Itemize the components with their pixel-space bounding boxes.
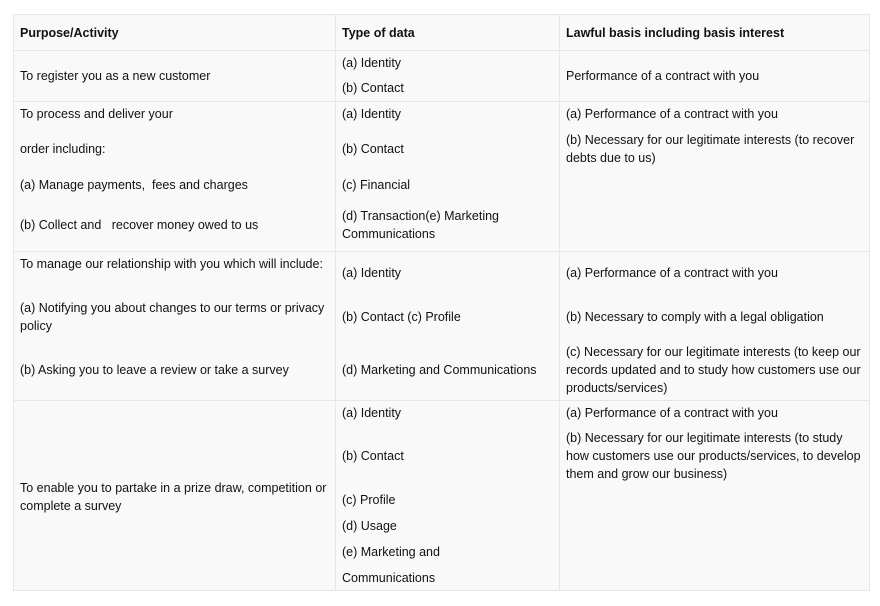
data-type-text: (a) Identity bbox=[342, 406, 402, 420]
purpose-cell bbox=[14, 102, 336, 251]
data-type-text: (b) Contact bbox=[342, 142, 404, 156]
table-row bbox=[14, 252, 869, 401]
header-cell-data-type bbox=[336, 15, 560, 50]
purpose-text: (a) Notifying you about changes to our terms or privacy policy bbox=[20, 301, 325, 333]
lawful-basis-table bbox=[13, 14, 870, 591]
header-cell-lawful-basis bbox=[560, 15, 869, 50]
purpose-cell bbox=[14, 51, 336, 101]
data-type-text: (e) Marketing and bbox=[342, 545, 440, 559]
lawful-basis-cell bbox=[560, 401, 869, 590]
purpose-cell bbox=[14, 401, 336, 590]
purpose-text: To manage our relationship with you which will include: bbox=[20, 257, 323, 271]
data-type-text: (b) Contact bbox=[342, 449, 404, 463]
header-purpose: Purpose/Activity bbox=[20, 26, 119, 40]
data-type-text: (a) Identity bbox=[342, 56, 402, 70]
lawful-basis-cell bbox=[560, 51, 869, 101]
data-type-text: (d) Transaction(e) Marketing Communications bbox=[342, 209, 500, 241]
header-cell-purpose bbox=[14, 15, 336, 50]
data-type-cell bbox=[336, 51, 560, 101]
purpose-text: (b) Collect and recover money owed to us bbox=[20, 218, 259, 232]
purpose-text: (b) Asking you to leave a review or take a survey bbox=[20, 363, 289, 377]
lawful-basis-text: (b) Necessary to comply with a legal obligation bbox=[566, 310, 824, 324]
lawful-basis-text: (a) Performance of a contract with you bbox=[566, 107, 778, 121]
purpose-text: order including: bbox=[20, 142, 106, 156]
table-row bbox=[14, 401, 869, 590]
data-type-text: (a) Identity bbox=[342, 107, 402, 121]
purpose-text: To enable you to partake in a prize draw, competition or complete a survey bbox=[20, 481, 327, 513]
purpose-text: To register you as a new customer bbox=[20, 69, 211, 83]
data-type-cell bbox=[336, 252, 560, 400]
header-data-type: Type of data bbox=[342, 26, 415, 40]
lawful-basis-text: (c) Necessary for our legitimate interests (to keep our records updated and to study how customers use our products/services) bbox=[566, 345, 861, 395]
lawful-basis-cell bbox=[560, 252, 869, 400]
data-type-text: (c) Profile bbox=[342, 493, 396, 507]
purpose-cell bbox=[14, 252, 336, 400]
table-row bbox=[14, 51, 869, 102]
lawful-basis-cell bbox=[560, 102, 869, 251]
data-type-cell bbox=[336, 102, 560, 251]
data-type-cell bbox=[336, 401, 560, 590]
data-type-text: (c) Financial bbox=[342, 178, 411, 192]
purpose-text: To process and deliver your bbox=[20, 107, 173, 121]
data-type-text: (b) Contact (c) Profile bbox=[342, 310, 461, 324]
data-type-text: (d) Marketing and Communications bbox=[342, 363, 537, 377]
data-type-text: Communications bbox=[342, 571, 436, 585]
table-row bbox=[14, 102, 869, 252]
table-header-row bbox=[14, 15, 869, 51]
data-type-text: (b) Contact bbox=[342, 81, 404, 95]
header-lawful-basis: Lawful basis including basis interest bbox=[566, 26, 785, 40]
lawful-basis-text: (a) Performance of a contract with you bbox=[566, 266, 778, 280]
lawful-basis-text: (b) Necessary for our legitimate interests (to study how customers use our products/services, to develop them and grow our business) bbox=[566, 431, 861, 481]
lawful-basis-text: (a) Performance of a contract with you bbox=[566, 406, 778, 420]
lawful-basis-text: (b) Necessary for our legitimate interests (to recover debts due to us) bbox=[566, 133, 855, 165]
lawful-basis-text: Performance of a contract with you bbox=[566, 69, 760, 83]
data-type-text: (a) Identity bbox=[342, 266, 402, 280]
purpose-text: (a) Manage payments, fees and charges bbox=[20, 178, 248, 192]
data-type-text: (d) Usage bbox=[342, 519, 397, 533]
